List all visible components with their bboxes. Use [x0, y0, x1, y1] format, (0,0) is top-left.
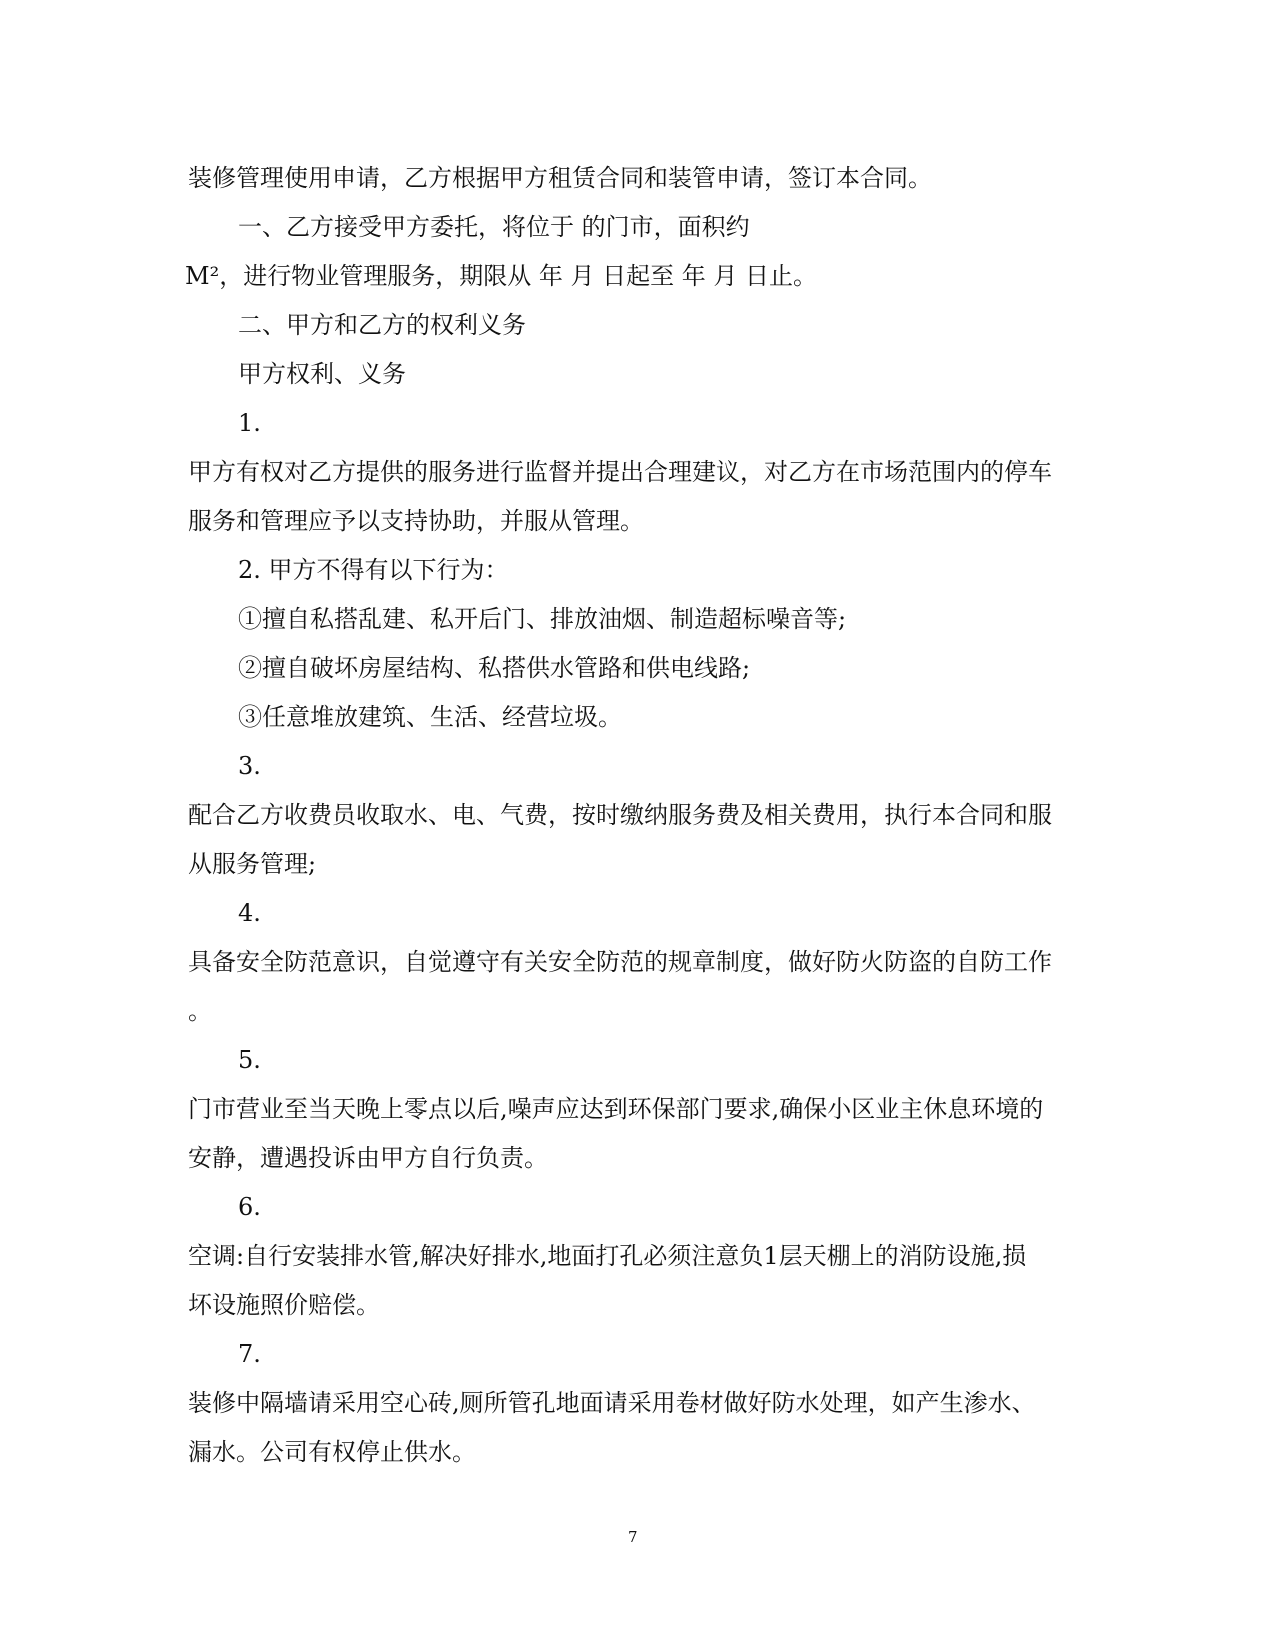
page-number: 7 [628, 1528, 638, 1546]
item-6-text-line-2: 坏设施照价赔偿。 [188, 1291, 380, 1319]
section-two-heading: 二、甲方和乙方的权利义务 [238, 311, 526, 339]
item-7-number: 7. [238, 1340, 261, 1368]
clause-one-line: 一、乙方接受甲方委托，将位于 的门市，面积约 [238, 213, 750, 241]
item-2-sub-3: ③任意堆放建筑、生活、经营垃圾。 [238, 703, 622, 731]
item-2-heading: 2. 甲方不得有以下行为： [238, 556, 509, 584]
item-4-text-line-2: 。 [188, 997, 212, 1025]
item-3-text-line-2: 从服务管理; [188, 850, 317, 878]
party-a-heading: 甲方权利、义务 [238, 360, 406, 388]
intro-line: 装修管理使用申请，乙方根据甲方租赁合同和装管申请，签订本合同。 [188, 164, 932, 192]
item-4-text-line-1: 具备安全防范意识，自觉遵守有关安全防范的规章制度，做好防火防盗的自防工作 [188, 948, 1052, 976]
item-5-text-line-1: 门市营业至当天晚上零点以后,噪声应达到环保部门要求,确保小区业主休息环境的 [188, 1095, 1044, 1123]
item-6-number: 6. [238, 1193, 261, 1221]
item-7-text-line-1: 装修中隔墙请采用空心砖,厕所管孔地面请采用卷材做好防水处理，如产生渗水、 [188, 1389, 1036, 1417]
item-1-text-line-1: 甲方有权对乙方提供的服务进行监督并提出合理建议，对乙方在市场范围内的停车 [188, 458, 1052, 486]
item-5-number: 5. [238, 1046, 261, 1074]
item-5-text-line-2: 安静，遭遇投诉由甲方自行负责。 [188, 1144, 548, 1172]
item-2-sub-2: ②擅自破坏房屋结构、私搭供水管路和供电线路; [238, 654, 751, 682]
item-1-number: 1. [238, 409, 261, 437]
clause-one-term-line: M²，进行物业管理服务，期限从 年 月 日起至 年 月 日止。 [185, 262, 817, 290]
item-6-text-line-1: 空调:自行安装排水管,解决好排水,地面打孔必须注意负1层天棚上的消防设施,损 [188, 1242, 1027, 1270]
item-7-text-line-2: 漏水。公司有权停止供水。 [188, 1438, 476, 1466]
item-2-sub-1: ①擅自私搭乱建、私开后门、排放油烟、制造超标噪音等; [238, 605, 847, 633]
item-3-number: 3. [238, 752, 261, 780]
item-1-text-line-2: 服务和管理应予以支持协助，并服从管理。 [188, 507, 644, 535]
item-4-number: 4. [238, 899, 261, 927]
item-3-text-line-1: 配合乙方收费员收取水、电、气费，按时缴纳服务费及相关费用，执行本合同和服 [188, 801, 1052, 829]
